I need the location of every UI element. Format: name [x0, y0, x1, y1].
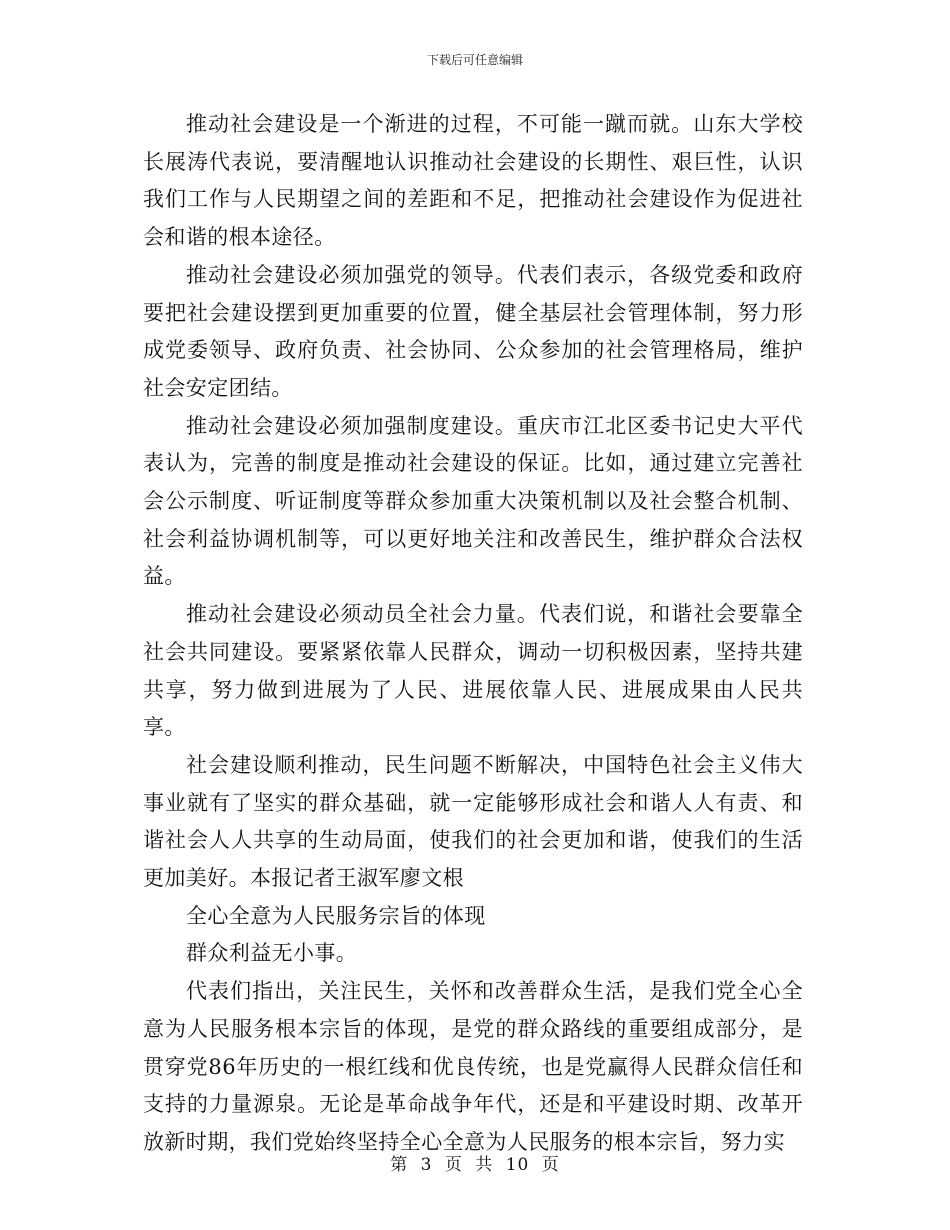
- paragraph-6: 群众利益无小事。: [186, 941, 358, 966]
- page-header: 下载后可任意编辑: [426, 53, 523, 67]
- paragraph-7: 代表们指出，关注民生，关怀和改善群众生活，是我们党全心全意为人民服务根本宗旨的体现，是党的群众路线的重要组成部分，是贯穿党86年历史的一根红线和优良传统，也是党赢得人民群众信任和支持的力量源泉。无论是革命战争年代，还是和平建设时期、改革开放新时期，我们党始终坚持全心全意为人民服务的根本宗旨，努力实: [143, 979, 803, 1154]
- document-body: [143, 106, 803, 1162]
- paragraph-5: 社会建设顺利推动，民生问题不断解决，中国特色社会主义伟大事业就有了坚实的群众基础，就一定能够形成社会和谐人人有责、和谐社会人人共享的生动局面，使我们的社会更加和谐，使我们的生活更加美好。本报记者王淑军廖文根: [143, 752, 803, 891]
- paragraph-1: 推动社会建设是一个渐进的过程，不可能一蹴而就。山东大学校长展涛代表说，要清醒地认识推动社会建设的长期性、艰巨性，认识我们工作与人民期望之间的差距和不足，把推动社会建设作为促进社会和谐的根本途径。: [143, 112, 803, 250]
- paragraph-3: 推动社会建设必须加强制度建设。重庆市江北区委书记史大平代表认为，完善的制度是推动社会建设的保证。比如，通过建立完善社会公示制度、听证制度等群众参加重大决策机制以及社会整合机制、社会利益协调机制等，可以更好地关注和改善民生，维护群众合法权益。: [143, 413, 803, 589]
- paragraph-2: 推动社会建设必须加强党的领导。代表们表示，各级党委和政府要把社会建设摆到更加重要的位置，健全基层社会管理体制，努力形成党委领导、政府负责、社会协同、公众参加的社会管理格局，维护社会安定团结。: [143, 262, 803, 400]
- section-heading: 全心全意为人民服务宗旨的体现: [186, 903, 486, 928]
- paragraph-4: 推动社会建设必须动员全社会力量。代表们说，和谐社会要靠全社会共同建设。要紧紧依靠人民群众，调动一切积极因素，坚持共建共享，努力做到进展为了人民、进展依靠人民、进展成果由人民共享。: [143, 602, 803, 740]
- page-number-footer: 第 3 页 共 10 页: [390, 1155, 560, 1175]
